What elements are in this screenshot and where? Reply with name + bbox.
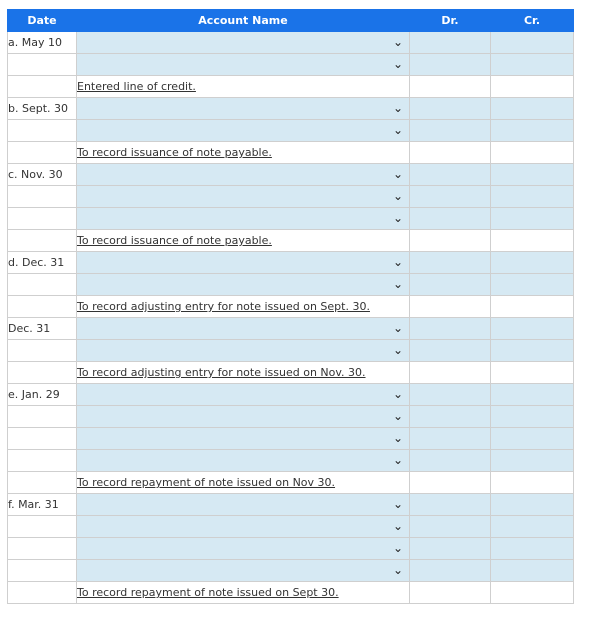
credit-input[interactable] bbox=[491, 406, 574, 428]
debit-input[interactable] bbox=[410, 560, 491, 582]
memo-credit-cell bbox=[491, 230, 574, 252]
account-name-dropdown[interactable] bbox=[77, 120, 409, 141]
memo-date-cell bbox=[8, 472, 77, 494]
account-name-dropdown[interactable] bbox=[77, 450, 409, 471]
account-name-dropdown[interactable] bbox=[77, 340, 409, 361]
account-name-select[interactable] bbox=[77, 494, 410, 516]
chevron-down-icon[interactable]: ⌄ bbox=[392, 189, 403, 203]
entry-date-label: f. Mar. 31 bbox=[8, 494, 77, 516]
journal-entry-body bbox=[8, 32, 574, 604]
table-row bbox=[8, 538, 574, 560]
date-input[interactable] bbox=[8, 428, 77, 450]
memo-credit-cell bbox=[491, 582, 574, 604]
date-input[interactable] bbox=[8, 54, 77, 76]
account-name-dropdown[interactable] bbox=[77, 428, 409, 449]
account-name-select[interactable] bbox=[77, 538, 410, 560]
credit-input[interactable] bbox=[491, 340, 574, 362]
credit-input[interactable] bbox=[491, 252, 574, 274]
account-name-select[interactable] bbox=[77, 164, 410, 186]
debit-input[interactable] bbox=[410, 384, 491, 406]
credit-input[interactable] bbox=[491, 450, 574, 472]
journal-entry-table bbox=[7, 9, 574, 604]
memo-credit-cell bbox=[491, 76, 574, 98]
date-input[interactable] bbox=[8, 450, 77, 472]
account-name-select[interactable] bbox=[77, 318, 410, 340]
entry-date-label: Dec. 31 bbox=[8, 318, 77, 340]
account-name-select[interactable] bbox=[77, 186, 410, 208]
date-input[interactable] bbox=[8, 274, 77, 296]
chevron-down-icon[interactable]: ⌄ bbox=[392, 211, 403, 225]
account-name-select[interactable] bbox=[77, 252, 410, 274]
memo-credit-cell bbox=[491, 472, 574, 494]
memo-debit-cell bbox=[410, 472, 491, 494]
account-name-select[interactable] bbox=[77, 340, 410, 362]
debit-input[interactable] bbox=[410, 32, 491, 54]
account-name-select[interactable] bbox=[77, 406, 410, 428]
memo-date-cell bbox=[8, 142, 77, 164]
chevron-down-icon[interactable]: ⌄ bbox=[392, 431, 403, 445]
account-name-select[interactable] bbox=[77, 450, 410, 472]
memo-row bbox=[8, 142, 574, 164]
table-row bbox=[8, 560, 574, 582]
credit-input[interactable] bbox=[491, 98, 574, 120]
account-name-dropdown[interactable] bbox=[77, 560, 409, 581]
entry-date-label: d. Dec. 31 bbox=[8, 252, 77, 274]
table-row bbox=[8, 406, 574, 428]
table-row bbox=[8, 516, 574, 538]
credit-input[interactable] bbox=[491, 494, 574, 516]
account-name-select[interactable] bbox=[77, 516, 410, 538]
memo-debit-cell bbox=[410, 582, 491, 604]
debit-input[interactable] bbox=[410, 340, 491, 362]
date-column-header: Date bbox=[8, 10, 77, 32]
account-name-dropdown[interactable] bbox=[77, 406, 409, 427]
memo-debit-cell bbox=[410, 296, 491, 318]
debit-input[interactable] bbox=[410, 98, 491, 120]
account-name-column-header: Account Name bbox=[77, 10, 410, 32]
memo-row bbox=[8, 296, 574, 318]
credit-input[interactable] bbox=[491, 164, 574, 186]
chevron-down-icon[interactable]: ⌄ bbox=[392, 387, 403, 401]
date-input[interactable] bbox=[8, 340, 77, 362]
debit-input[interactable] bbox=[410, 450, 491, 472]
chevron-down-icon[interactable]: ⌄ bbox=[392, 497, 403, 511]
memo-debit-cell bbox=[410, 230, 491, 252]
entry-memo-label: To record repayment of note issued on Nov 30. bbox=[77, 472, 410, 494]
date-input[interactable] bbox=[8, 516, 77, 538]
debit-input[interactable] bbox=[410, 494, 491, 516]
memo-date-cell bbox=[8, 362, 77, 384]
chevron-down-icon[interactable]: ⌄ bbox=[392, 35, 403, 49]
account-name-select[interactable] bbox=[77, 120, 410, 142]
credit-input[interactable] bbox=[491, 516, 574, 538]
chevron-down-icon[interactable]: ⌄ bbox=[392, 409, 403, 423]
credit-input[interactable] bbox=[491, 54, 574, 76]
entry-date-label: e. Jan. 29 bbox=[8, 384, 77, 406]
debit-input[interactable] bbox=[410, 428, 491, 450]
table-row bbox=[8, 318, 574, 340]
memo-row bbox=[8, 76, 574, 98]
table-row bbox=[8, 54, 574, 76]
debit-input[interactable] bbox=[410, 318, 491, 340]
table-row bbox=[8, 340, 574, 362]
entry-date-label: b. Sept. 30 bbox=[8, 98, 77, 120]
chevron-down-icon[interactable]: ⌄ bbox=[392, 277, 403, 291]
chevron-down-icon[interactable]: ⌄ bbox=[392, 167, 403, 181]
credit-input[interactable] bbox=[491, 120, 574, 142]
table-row bbox=[8, 32, 574, 54]
table-header-row bbox=[8, 10, 574, 32]
table-row bbox=[8, 208, 574, 230]
table-row bbox=[8, 384, 574, 406]
chevron-down-icon[interactable]: ⌄ bbox=[392, 101, 403, 115]
entry-memo-label: To record issuance of note payable. bbox=[77, 230, 410, 252]
chevron-down-icon[interactable]: ⌄ bbox=[392, 563, 403, 577]
memo-date-cell bbox=[8, 296, 77, 318]
credit-input[interactable] bbox=[491, 428, 574, 450]
date-input[interactable] bbox=[8, 560, 77, 582]
credit-input[interactable] bbox=[491, 538, 574, 560]
account-name-dropdown[interactable] bbox=[77, 54, 409, 75]
account-name-dropdown[interactable] bbox=[77, 538, 409, 559]
debit-input[interactable] bbox=[410, 208, 491, 230]
table-row bbox=[8, 494, 574, 516]
memo-row bbox=[8, 230, 574, 252]
account-name-select[interactable] bbox=[77, 32, 410, 54]
credit-input[interactable] bbox=[491, 384, 574, 406]
memo-date-cell bbox=[8, 582, 77, 604]
table-row bbox=[8, 98, 574, 120]
debit-input[interactable] bbox=[410, 516, 491, 538]
account-name-dropdown[interactable] bbox=[77, 494, 409, 515]
account-name-select[interactable] bbox=[77, 274, 410, 296]
chevron-down-icon[interactable]: ⌄ bbox=[392, 57, 403, 71]
debit-input[interactable] bbox=[410, 164, 491, 186]
debit-input[interactable] bbox=[410, 252, 491, 274]
debit-input[interactable] bbox=[410, 54, 491, 76]
account-name-dropdown[interactable] bbox=[77, 186, 409, 207]
debit-input[interactable] bbox=[410, 274, 491, 296]
debit-input[interactable] bbox=[410, 406, 491, 428]
debit-input[interactable] bbox=[410, 538, 491, 560]
table-row bbox=[8, 428, 574, 450]
credit-input[interactable] bbox=[491, 32, 574, 54]
account-name-select[interactable] bbox=[77, 208, 410, 230]
debit-input[interactable] bbox=[410, 186, 491, 208]
entry-date-label: c. Nov. 30 bbox=[8, 164, 77, 186]
chevron-down-icon[interactable]: ⌄ bbox=[392, 343, 403, 357]
memo-date-cell bbox=[8, 230, 77, 252]
chevron-down-icon[interactable]: ⌄ bbox=[392, 255, 403, 269]
date-input[interactable] bbox=[8, 120, 77, 142]
account-name-select[interactable] bbox=[77, 54, 410, 76]
debit-column-header: Dr. bbox=[410, 10, 491, 32]
entry-memo-label: Entered line of credit. bbox=[77, 76, 410, 98]
table-row bbox=[8, 274, 574, 296]
chevron-down-icon[interactable]: ⌄ bbox=[392, 541, 403, 555]
account-name-dropdown[interactable] bbox=[77, 516, 409, 537]
credit-input[interactable] bbox=[491, 560, 574, 582]
entry-memo-label: To record adjusting entry for note issued on Sept. 30. bbox=[77, 296, 410, 318]
credit-input[interactable] bbox=[491, 208, 574, 230]
table-row bbox=[8, 120, 574, 142]
account-name-dropdown[interactable] bbox=[77, 274, 409, 295]
chevron-down-icon[interactable]: ⌄ bbox=[392, 123, 403, 137]
memo-credit-cell bbox=[491, 142, 574, 164]
credit-input[interactable] bbox=[491, 274, 574, 296]
memo-row bbox=[8, 472, 574, 494]
account-name-dropdown[interactable] bbox=[77, 32, 409, 53]
memo-credit-cell bbox=[491, 362, 574, 384]
memo-debit-cell bbox=[410, 76, 491, 98]
table-row bbox=[8, 186, 574, 208]
credit-input[interactable] bbox=[491, 186, 574, 208]
chevron-down-icon[interactable]: ⌄ bbox=[392, 519, 403, 533]
account-name-select[interactable] bbox=[77, 560, 410, 582]
account-name-dropdown[interactable] bbox=[77, 98, 409, 119]
debit-input[interactable] bbox=[410, 120, 491, 142]
entry-memo-label: To record issuance of note payable. bbox=[77, 142, 410, 164]
table-row bbox=[8, 450, 574, 472]
account-name-select[interactable] bbox=[77, 428, 410, 450]
memo-row bbox=[8, 582, 574, 604]
memo-row bbox=[8, 362, 574, 384]
account-name-dropdown[interactable] bbox=[77, 164, 409, 185]
credit-input[interactable] bbox=[491, 318, 574, 340]
entry-date-label: a. May 10 bbox=[8, 32, 77, 54]
chevron-down-icon[interactable]: ⌄ bbox=[392, 321, 403, 335]
memo-credit-cell bbox=[491, 296, 574, 318]
account-name-dropdown[interactable] bbox=[77, 318, 409, 339]
chevron-down-icon[interactable]: ⌄ bbox=[392, 453, 403, 467]
memo-debit-cell bbox=[410, 362, 491, 384]
date-input[interactable] bbox=[8, 208, 77, 230]
table-row bbox=[8, 252, 574, 274]
memo-date-cell bbox=[8, 76, 77, 98]
account-name-select[interactable] bbox=[77, 98, 410, 120]
credit-column-header: Cr. bbox=[491, 10, 574, 32]
account-name-dropdown[interactable] bbox=[77, 208, 409, 229]
date-input[interactable] bbox=[8, 186, 77, 208]
date-input[interactable] bbox=[8, 538, 77, 560]
entry-memo-label: To record repayment of note issued on Sept 30. bbox=[77, 582, 410, 604]
account-name-select[interactable] bbox=[77, 384, 410, 406]
account-name-dropdown[interactable] bbox=[77, 252, 409, 273]
memo-debit-cell bbox=[410, 142, 491, 164]
account-name-dropdown[interactable] bbox=[77, 384, 409, 405]
table-row bbox=[8, 164, 574, 186]
entry-memo-label: To record adjusting entry for note issued on Nov. 30. bbox=[77, 362, 410, 384]
date-input[interactable] bbox=[8, 406, 77, 428]
